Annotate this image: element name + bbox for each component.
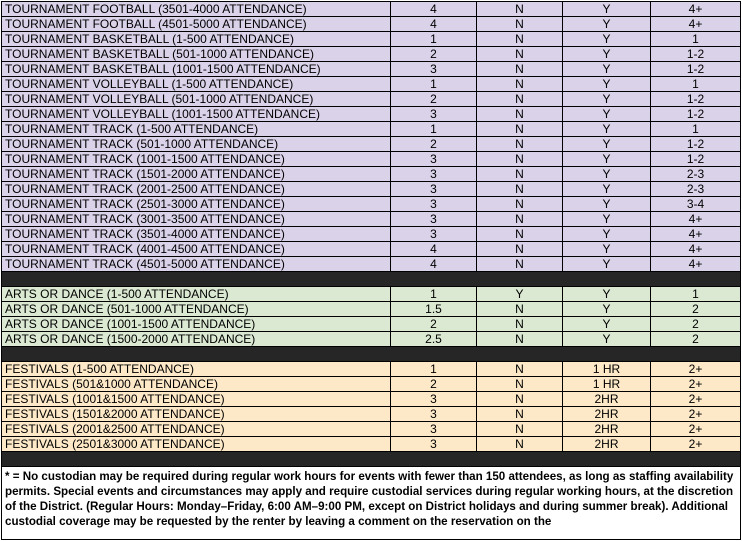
flag-cell: Y bbox=[477, 287, 563, 302]
custodians-cell: 2 bbox=[391, 377, 477, 392]
time-cell: Y bbox=[563, 182, 651, 197]
time-cell: Y bbox=[563, 92, 651, 107]
time-cell: Y bbox=[563, 62, 651, 77]
staff-cell: 2+ bbox=[651, 392, 741, 407]
table-row bbox=[2, 167, 741, 182]
flag-cell: N bbox=[477, 407, 563, 422]
event-cell: TOURNAMENT VOLLEYBALL (501-1000 ATTENDANCE) bbox=[2, 92, 391, 107]
time-cell: Y bbox=[563, 32, 651, 47]
time-cell: Y bbox=[563, 302, 651, 317]
event-cell: TOURNAMENT TRACK (3501-4000 ATTENDANCE) bbox=[2, 227, 391, 242]
event-cell: TOURNAMENT BASKETBALL (1-500 ATTENDANCE) bbox=[2, 32, 391, 47]
custodians-cell: 3 bbox=[391, 107, 477, 122]
time-cell: Y bbox=[563, 257, 651, 272]
staff-cell: 2 bbox=[651, 302, 741, 317]
flag-cell: N bbox=[477, 92, 563, 107]
custodians-cell: 1.5 bbox=[391, 302, 477, 317]
table-row bbox=[2, 77, 741, 92]
time-cell: Y bbox=[563, 122, 651, 137]
custodians-cell: 1 bbox=[391, 77, 477, 92]
section-divider bbox=[2, 452, 741, 467]
custodians-cell: 2.5 bbox=[391, 332, 477, 347]
staff-cell: 2+ bbox=[651, 437, 741, 452]
table-row bbox=[2, 362, 741, 377]
table-row bbox=[2, 62, 741, 77]
custodians-cell: 3 bbox=[391, 197, 477, 212]
table-row bbox=[2, 242, 741, 257]
time-cell: Y bbox=[563, 197, 651, 212]
table-row bbox=[2, 107, 741, 122]
staff-cell: 1-2 bbox=[651, 107, 741, 122]
flag-cell: N bbox=[477, 62, 563, 77]
custodians-cell: 3 bbox=[391, 422, 477, 437]
event-cell: ARTS OR DANCE (1-500 ATTENDANCE) bbox=[2, 287, 391, 302]
flag-cell: N bbox=[477, 242, 563, 257]
table-row bbox=[2, 407, 741, 422]
staff-cell: 1 bbox=[651, 287, 741, 302]
event-cell: TOURNAMENT FOOTBALL (3501-4000 ATTENDANCE) bbox=[2, 2, 391, 17]
time-cell: Y bbox=[563, 317, 651, 332]
table-row bbox=[2, 32, 741, 47]
event-cell: FESTIVALS (501&1000 ATTENDANCE) bbox=[2, 377, 391, 392]
flag-cell: N bbox=[477, 122, 563, 137]
custodians-cell: 4 bbox=[391, 242, 477, 257]
custodians-cell: 4 bbox=[391, 257, 477, 272]
table-row bbox=[2, 437, 741, 452]
custodians-cell: 3 bbox=[391, 62, 477, 77]
table-row bbox=[2, 2, 741, 17]
time-cell: Y bbox=[563, 227, 651, 242]
event-cell: TOURNAMENT TRACK (2001-2500 ATTENDANCE) bbox=[2, 182, 391, 197]
flag-cell: N bbox=[477, 212, 563, 227]
time-cell: Y bbox=[563, 137, 651, 152]
staff-cell: 4+ bbox=[651, 227, 741, 242]
divider-cell bbox=[2, 272, 741, 287]
time-cell: 1 HR bbox=[563, 362, 651, 377]
table-row bbox=[2, 392, 741, 407]
flag-cell: N bbox=[477, 377, 563, 392]
table-row bbox=[2, 17, 741, 32]
staff-cell: 1-2 bbox=[651, 152, 741, 167]
flag-cell: N bbox=[477, 167, 563, 182]
event-cell: TOURNAMENT TRACK (1001-1500 ATTENDANCE) bbox=[2, 152, 391, 167]
staff-cell: 2 bbox=[651, 332, 741, 347]
table-row bbox=[2, 212, 741, 227]
event-cell: TOURNAMENT BASKETBALL (501-1000 ATTENDANCE) bbox=[2, 47, 391, 62]
staff-cell: 1 bbox=[651, 32, 741, 47]
time-cell: Y bbox=[563, 47, 651, 62]
flag-cell: N bbox=[477, 17, 563, 32]
flag-cell: N bbox=[477, 197, 563, 212]
table-row bbox=[2, 152, 741, 167]
table-row bbox=[2, 287, 741, 302]
custodians-cell: 1 bbox=[391, 362, 477, 377]
event-cell: TOURNAMENT TRACK (1501-2000 ATTENDANCE) bbox=[2, 167, 391, 182]
flag-cell: N bbox=[477, 392, 563, 407]
custodians-cell: 2 bbox=[391, 92, 477, 107]
custodians-cell: 3 bbox=[391, 212, 477, 227]
custodians-cell: 3 bbox=[391, 392, 477, 407]
event-cell: FESTIVALS (1501&2000 ATTENDANCE) bbox=[2, 407, 391, 422]
table-row bbox=[2, 182, 741, 197]
footnote-row bbox=[2, 467, 741, 540]
event-cell: TOURNAMENT TRACK (501-1000 ATTENDANCE) bbox=[2, 137, 391, 152]
staff-cell: 2-3 bbox=[651, 167, 741, 182]
custodians-cell: 2 bbox=[391, 47, 477, 62]
custodians-cell: 1 bbox=[391, 287, 477, 302]
event-cell: TOURNAMENT TRACK (2501-3000 ATTENDANCE) bbox=[2, 197, 391, 212]
event-cell: ARTS OR DANCE (501-1000 ATTENDANCE) bbox=[2, 302, 391, 317]
time-cell: 1 HR bbox=[563, 377, 651, 392]
table-row bbox=[2, 92, 741, 107]
table-row bbox=[2, 302, 741, 317]
divider-cell bbox=[2, 347, 741, 362]
table-row bbox=[2, 122, 741, 137]
event-cell: FESTIVALS (1001&1500 ATTENDANCE) bbox=[2, 392, 391, 407]
table-row bbox=[2, 332, 741, 347]
section-divider bbox=[2, 272, 741, 287]
custodians-cell: 4 bbox=[391, 2, 477, 17]
time-cell: 2HR bbox=[563, 437, 651, 452]
staff-cell: 2+ bbox=[651, 362, 741, 377]
staff-cell: 4+ bbox=[651, 2, 741, 17]
table-row bbox=[2, 227, 741, 242]
custodians-cell: 2 bbox=[391, 317, 477, 332]
flag-cell: N bbox=[477, 77, 563, 92]
time-cell: 2HR bbox=[563, 392, 651, 407]
time-cell: Y bbox=[563, 2, 651, 17]
staff-cell: 1-2 bbox=[651, 62, 741, 77]
table-row bbox=[2, 377, 741, 392]
staff-cell: 2+ bbox=[651, 377, 741, 392]
event-cell: FESTIVALS (2501&3000 ATTENDANCE) bbox=[2, 437, 391, 452]
event-cell: TOURNAMENT TRACK (4001-4500 ATTENDANCE) bbox=[2, 242, 391, 257]
flag-cell: N bbox=[477, 137, 563, 152]
staff-cell: 1-2 bbox=[651, 137, 741, 152]
custodians-cell: 1 bbox=[391, 122, 477, 137]
flag-cell: N bbox=[477, 422, 563, 437]
time-cell: 2HR bbox=[563, 407, 651, 422]
event-cell: TOURNAMENT TRACK (3001-3500 ATTENDANCE) bbox=[2, 212, 391, 227]
staff-cell: 4+ bbox=[651, 17, 741, 32]
table-row bbox=[2, 257, 741, 272]
staff-cell: 2 bbox=[651, 317, 741, 332]
flag-cell: N bbox=[477, 302, 563, 317]
flag-cell: N bbox=[477, 152, 563, 167]
time-cell: Y bbox=[563, 287, 651, 302]
custodians-cell: 4 bbox=[391, 17, 477, 32]
footnote-text: * = No custodian may be required during regular work hours for events with fewer than 150 attendees, as long as staffing availability permits. Special events and circumstances may apply and require custodial services during regular working hours, at the discretion of the District. (Regular Hours: Monday–Friday, 6:00 AM–9:00 PM, except on District holidays and during summer break). Additional custodial coverage may be requested by the renter by leaving a comment on the reservation on the bbox=[2, 467, 741, 540]
custodians-cell: 1 bbox=[391, 32, 477, 47]
event-cell: FESTIVALS (2001&2500 ATTENDANCE) bbox=[2, 422, 391, 437]
flag-cell: N bbox=[477, 362, 563, 377]
staff-cell: 1 bbox=[651, 77, 741, 92]
custodians-cell: 2 bbox=[391, 137, 477, 152]
table-row bbox=[2, 317, 741, 332]
custodians-cell: 3 bbox=[391, 152, 477, 167]
flag-cell: N bbox=[477, 47, 563, 62]
table-body bbox=[2, 2, 741, 540]
event-cell: TOURNAMENT FOOTBALL (4501-5000 ATTENDANCE) bbox=[2, 17, 391, 32]
flag-cell: N bbox=[477, 317, 563, 332]
time-cell: Y bbox=[563, 107, 651, 122]
custodians-cell: 3 bbox=[391, 407, 477, 422]
staff-cell: 2+ bbox=[651, 422, 741, 437]
staff-cell: 2-3 bbox=[651, 182, 741, 197]
time-cell: Y bbox=[563, 167, 651, 182]
table-row bbox=[2, 422, 741, 437]
staff-cell: 4+ bbox=[651, 212, 741, 227]
flag-cell: N bbox=[477, 32, 563, 47]
flag-cell: N bbox=[477, 227, 563, 242]
staff-cell: 1-2 bbox=[651, 47, 741, 62]
staff-cell: 3-4 bbox=[651, 197, 741, 212]
time-cell: Y bbox=[563, 332, 651, 347]
time-cell: Y bbox=[563, 77, 651, 92]
table-row bbox=[2, 47, 741, 62]
flag-cell: N bbox=[477, 107, 563, 122]
custodial-staffing-table bbox=[1, 1, 741, 540]
event-cell: FESTIVALS (1-500 ATTENDANCE) bbox=[2, 362, 391, 377]
staff-cell: 1-2 bbox=[651, 92, 741, 107]
event-cell: TOURNAMENT TRACK (4501-5000 ATTENDANCE) bbox=[2, 257, 391, 272]
table-row bbox=[2, 137, 741, 152]
time-cell: Y bbox=[563, 17, 651, 32]
event-cell: TOURNAMENT BASKETBALL (1001-1500 ATTENDANCE) bbox=[2, 62, 391, 77]
time-cell: Y bbox=[563, 152, 651, 167]
flag-cell: N bbox=[477, 332, 563, 347]
staff-cell: 1 bbox=[651, 122, 741, 137]
event-cell: TOURNAMENT TRACK (1-500 ATTENDANCE) bbox=[2, 122, 391, 137]
flag-cell: N bbox=[477, 182, 563, 197]
time-cell: Y bbox=[563, 242, 651, 257]
time-cell: 2HR bbox=[563, 422, 651, 437]
time-cell: Y bbox=[563, 212, 651, 227]
custodians-cell: 3 bbox=[391, 227, 477, 242]
staff-cell: 2+ bbox=[651, 407, 741, 422]
flag-cell: N bbox=[477, 2, 563, 17]
staff-cell: 4+ bbox=[651, 242, 741, 257]
section-divider bbox=[2, 347, 741, 362]
table-row bbox=[2, 197, 741, 212]
event-cell: TOURNAMENT VOLLEYBALL (1-500 ATTENDANCE) bbox=[2, 77, 391, 92]
custodians-cell: 3 bbox=[391, 167, 477, 182]
flag-cell: N bbox=[477, 257, 563, 272]
staff-cell: 4+ bbox=[651, 257, 741, 272]
event-cell: ARTS OR DANCE (1500-2000 ATTENDANCE) bbox=[2, 332, 391, 347]
event-cell: ARTS OR DANCE (1001-1500 ATTENDANCE) bbox=[2, 317, 391, 332]
custodians-cell: 3 bbox=[391, 182, 477, 197]
custodians-cell: 3 bbox=[391, 437, 477, 452]
flag-cell: N bbox=[477, 437, 563, 452]
divider-cell bbox=[2, 452, 741, 467]
event-cell: TOURNAMENT VOLLEYBALL (1001-1500 ATTENDANCE) bbox=[2, 107, 391, 122]
